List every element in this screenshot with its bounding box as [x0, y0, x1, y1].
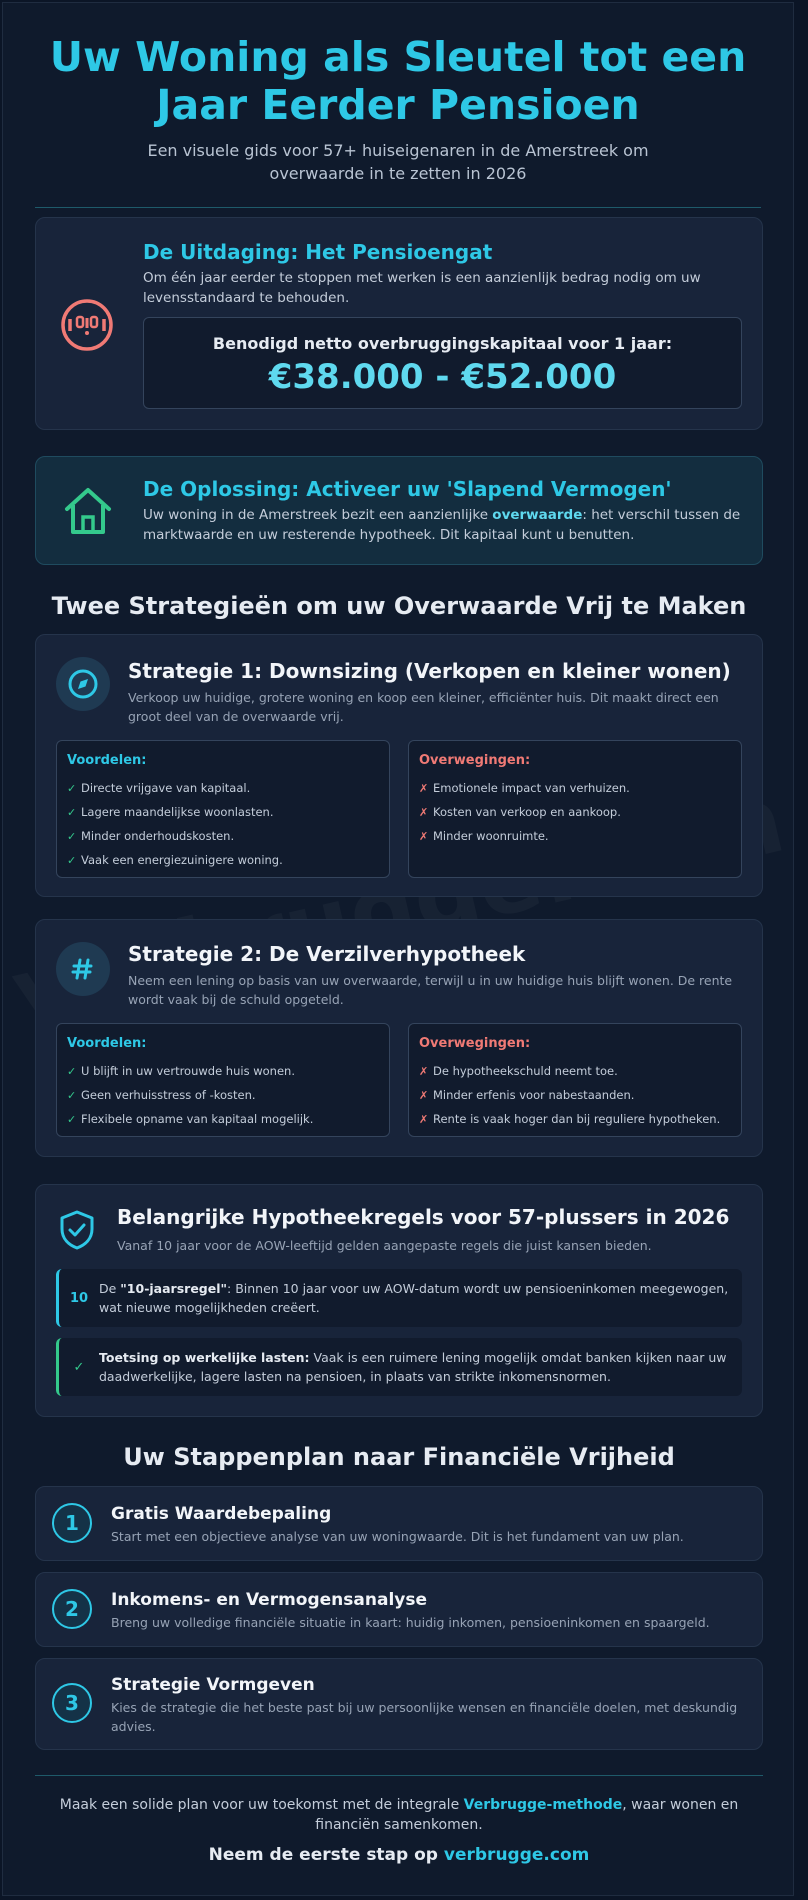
cross-icon: ✗ [419, 830, 429, 843]
rules-subtitle: Vanaf 10 jaar voor de AOW-leeftijd gelden aangepaste regels die juist kansen bieden. [117, 1238, 652, 1253]
cta-text: Neem de eerste stap op [208, 1845, 444, 1865]
strategy-title: Strategie 2: De Verzilverhypotheek [128, 942, 526, 966]
footer-text [35, 1795, 763, 1835]
list-item-text: Minder woonruimte. [433, 829, 549, 843]
rules-card [35, 1184, 763, 1417]
rule-body: : Binnen 10 jaar voor uw AOW-datum wordt uw pensioeninkomen meegewogen, wat nieuwe mogelijkheden creëert. [99, 1281, 729, 1315]
header-divider [35, 207, 761, 208]
solution-text-part: Uw woning in de Amerstreek bezit een aanzienlijke [143, 507, 493, 523]
list-item [67, 824, 379, 848]
list-item [419, 800, 731, 824]
scale-warning-icon [60, 298, 114, 356]
strategy-text: Verkoop uw huidige, grotere woning en koop een kleiner, efficiënter huis. Dit maakt direct een groot deel van de overwaarde vrij. [128, 690, 719, 724]
list-item-text: Geen verhuisstress of -kosten. [81, 1088, 256, 1102]
rule-prefix: De [99, 1281, 121, 1296]
step-title: Gratis Waardebepaling [111, 1504, 332, 1524]
brand-link[interactable]: Verbrugge-methode [463, 1797, 623, 1813]
strategy-columns [56, 740, 742, 878]
capital-label: Benodigd netto overbruggingskapitaal voor 1 jaar: [212, 334, 673, 353]
list-item [67, 800, 379, 824]
list-item [419, 1059, 731, 1083]
strategy-card-1 [35, 634, 763, 897]
solution-text [143, 505, 748, 545]
house-icon [62, 485, 114, 541]
rule-item-werkelijke-lasten [56, 1338, 742, 1396]
list-item-text: Minder erfenis voor nabestaanden. [433, 1088, 635, 1102]
list-item-text: Vaak een energiezuinigere woning. [81, 853, 283, 867]
check-icon: ✓ [67, 854, 77, 867]
rule-body: Vaak is een ruimere lening mogelijk omdat banken kijken naar uw daadwerkelijke, lagere lasten na pensioen, in plaats van strikte inkomensnormen. [99, 1350, 727, 1384]
footer-text-part: , waar wonen en financiën samenkomen. [315, 1797, 739, 1833]
step-text: Start met een objectieve analyse van uw woningwaarde. Dit is het fundament van uw plan. [111, 1529, 684, 1544]
list-item-text: De hypotheekschuld neemt toe. [433, 1064, 618, 1078]
rule-text [99, 1279, 730, 1317]
list-item [67, 1107, 379, 1131]
list-item [419, 776, 731, 800]
footer-text-part: Maak een solide plan voor uw toekomst met de integrale [59, 1797, 464, 1813]
footer-divider [35, 1775, 763, 1776]
step-title: Strategie Vormgeven [111, 1675, 315, 1695]
step-text: Kies de strategie die het beste past bij uw persoonlijke wensen en financiële doelen, met deskundig advies. [111, 1700, 738, 1734]
check-icon: ✓ [67, 1089, 77, 1102]
list-item-text: Kosten van verkoop en aankoop. [433, 805, 621, 819]
cross-icon: ✗ [419, 806, 429, 819]
list-item [419, 1107, 731, 1131]
rule-text [99, 1348, 730, 1386]
challenge-card [35, 217, 763, 430]
page-title: Uw Woning als Sleutel tot een Jaar Eerder Pensioen [49, 33, 747, 129]
website-link[interactable]: verbrugge.com [443, 1845, 590, 1865]
check-icon: ✓ [67, 782, 77, 795]
list-item-text: Emotionele impact van verhuizen. [433, 781, 630, 795]
step-number: 1 [52, 1503, 92, 1543]
cons-column [408, 1023, 742, 1137]
step-card-2 [35, 1572, 763, 1647]
list-item [67, 776, 379, 800]
step-number: 2 [52, 1589, 92, 1629]
list-item [67, 1059, 379, 1083]
cross-icon: ✗ [419, 1089, 429, 1102]
cons-title: Overwegingen: [419, 1036, 531, 1051]
pros-title: Voordelen: [67, 753, 147, 768]
rules-title: Belangrijke Hypotheekregels voor 57-plussers in 2026 [117, 1205, 730, 1229]
check-icon: ✓ [73, 1359, 85, 1375]
step-card-1 [35, 1486, 763, 1561]
steps-title: Uw Stappenplan naar Financiële Vrijheid [123, 1443, 675, 1471]
rule-badge: 10 [69, 1290, 89, 1306]
list-item-text: Flexibele opname van kapitaal mogelijk. [81, 1112, 314, 1126]
step-card-3 [35, 1658, 763, 1750]
list-item [419, 1083, 731, 1107]
step-text: Breng uw volledige financiële situatie in kaart: huidig inkomen, pensioeninkomen en spaargeld. [111, 1615, 710, 1630]
strategy-columns [56, 1023, 742, 1137]
rule-item-10-jaarsregel [56, 1269, 742, 1327]
capital-value: €38.000 - €52.000 [268, 357, 617, 397]
cross-icon: ✗ [419, 1113, 429, 1126]
list-item-text: U blijft in uw vertrouwde huis wonen. [81, 1064, 295, 1078]
list-item [419, 824, 731, 848]
pros-title: Voordelen: [67, 1036, 147, 1051]
footer-cta [3, 1845, 794, 1865]
step-number: 3 [52, 1683, 92, 1723]
check-icon: ✓ [67, 1113, 77, 1126]
check-icon: ✓ [67, 806, 77, 819]
strategy-text: Neem een lening op basis van uw overwaarde, terwijl u in uw huidige huis blijft wonen. De rente wordt vaak bij de schuld opgeteld. [128, 973, 733, 1007]
rule-bold: "10-jaarsregel" [120, 1281, 228, 1296]
shield-check-icon [58, 1209, 96, 1255]
list-item-text: Rente is vaak hoger dan bij reguliere hypotheken. [433, 1112, 721, 1126]
challenge-text: Om één jaar eerder te stoppen met werken is een aanzienlijk bedrag nodig om uw levensstandaard te behouden. [143, 270, 701, 306]
cross-icon: ✗ [419, 782, 429, 795]
check-icon: ✓ [67, 1065, 77, 1078]
list-item-text: Directe vrijgave van kapitaal. [81, 781, 251, 795]
list-item-text: Lagere maandelijkse woonlasten. [81, 805, 274, 819]
rule-bold: Toetsing op werkelijke lasten: [99, 1350, 310, 1365]
cross-icon: ✗ [419, 1065, 429, 1078]
hashtag-icon [56, 942, 110, 996]
pros-column [56, 1023, 390, 1137]
header [3, 3, 793, 208]
overwaarde-highlight: overwaarde [492, 507, 583, 523]
page-subtitle: Een visuele gids voor 57+ huiseigenaren in de Amerstreek om overwaarde in te zetten in 2026 [147, 141, 649, 183]
check-icon: ✓ [67, 830, 77, 843]
step-title: Inkomens- en Vermogensanalyse [111, 1590, 428, 1610]
strategy-title: Strategie 1: Downsizing (Verkopen en kleiner wonen) [128, 659, 731, 683]
cons-column [408, 740, 742, 878]
list-item [67, 848, 379, 872]
pros-column [56, 740, 390, 878]
strategies-title: Twee Strategieën om uw Overwaarde Vrij te Maken [51, 592, 747, 620]
list-item-text: Minder onderhoudskosten. [81, 829, 235, 843]
challenge-title: De Uitdaging: Het Pensioengat [143, 240, 493, 264]
solution-card [35, 456, 763, 565]
capital-box [143, 317, 742, 409]
infographic-page [2, 2, 794, 1896]
cons-title: Overwegingen: [419, 753, 531, 768]
strategy-card-2 [35, 919, 763, 1157]
list-item [67, 1083, 379, 1107]
solution-title: De Oplossing: Activeer uw 'Slapend Vermogen' [143, 477, 672, 501]
solution-text-part: : het verschil tussen de marktwaarde en uw resterende hypotheek. Dit kapitaal kunt u benutten. [143, 507, 741, 543]
compass-icon [56, 657, 110, 711]
